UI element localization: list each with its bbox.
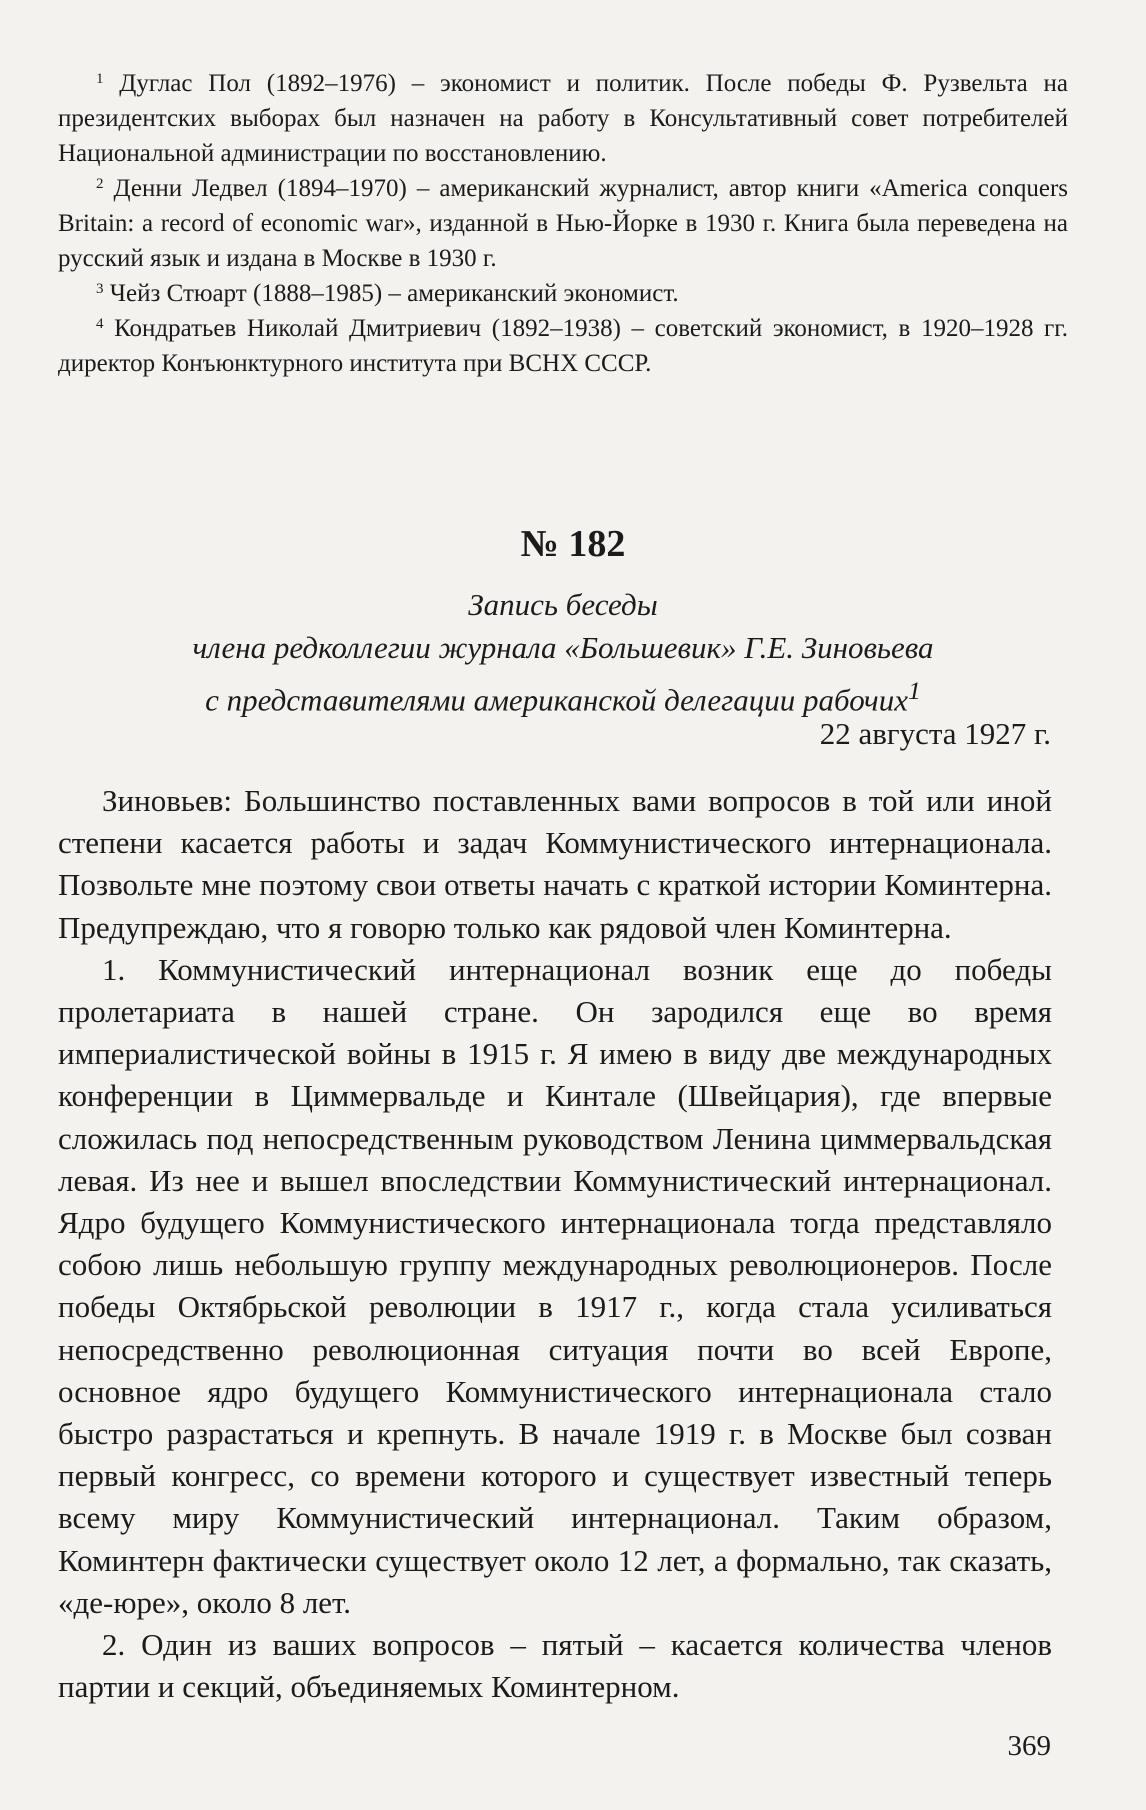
footnote-text: Кондратьев Николай Дмитриевич (1892–1938) – советский экономист, в 1920–1928 гг. директор Конъюнктурного института при ВСНХ СССР. bbox=[58, 315, 1068, 377]
footnote-mark: 3 bbox=[96, 280, 104, 297]
footnote-mark: 2 bbox=[96, 175, 104, 192]
footnote-text: Дуглас Пол (1892–1976) – экономист и политик. После победы Ф. Рузвельта на президентских выборах был назначен на работу в Консультативный совет потребителей Национальной администрации по восстановлению. bbox=[58, 70, 1068, 167]
document-number: № 182 bbox=[520, 523, 626, 565]
body-text bbox=[58, 780, 1052, 1708]
footnote-mark: 4 bbox=[96, 315, 104, 332]
footnote bbox=[58, 311, 1068, 381]
title-line: члена редколлегии журнала «Большевик» Г.Е. Зиновьева bbox=[192, 630, 934, 665]
footnote-text: Денни Ледвел (1894–1970) – американский журналист, автор книги «America conquers Britain: a record of economic war», изданной в Нью-Йорке в 1930 г. Книга была переведена на русский язык и издана в Москве в 1930 г. bbox=[58, 175, 1069, 272]
footnote bbox=[58, 276, 1068, 311]
title-line: Запись беседы bbox=[468, 587, 658, 622]
title-line-text: с представителями американской делегации рабочих bbox=[205, 682, 908, 718]
footnotes-block bbox=[58, 66, 1068, 381]
page-number: 369 bbox=[1007, 1730, 1051, 1762]
footnote-text: Чейз Стюарт (1888–1985) – американский экономист. bbox=[109, 280, 679, 307]
paragraph: Зиновьев: Большинство поставленных вами вопросов в той или иной степени касается работы и задач Коммунистического интернационала. Позвольте мне поэтому свои ответы начать с краткой истории Коминтерна. Предупреждаю, что я говорю только как рядовой член Коминтерна. bbox=[58, 783, 1052, 945]
footnote-mark: 1 bbox=[96, 70, 104, 87]
document-date: 22 августа 1927 г. bbox=[819, 716, 1051, 751]
document-title bbox=[58, 583, 1068, 721]
paragraph: 1. Коммунистический интернационал возник еще до победы пролетариата в нашей стране. Он зародился еще во время империалистической войны в 1915 г. Я имею в виду две международных конференции в Циммервальде и Кинтале (Швейцария), где впервые сложилась под непосредственным руководством Ленина циммервальдская левая. Из нее и вышел впоследствии Коммунистический интернационал. Ядро будущего Коммунистического интернационала тогда представляло собою лишь небольшую группу международных революционеров. После победы Октябрьской революции в 1917 г., когда стала усиливаться непосредственно революционная ситуация почти во всей Европе, основное ядро будущего Коммунистического интернационала стало быстро разрастаться и крепнуть. В начале 1919 г. в Москве был созван первый конгресс, со времени которого и существует известный теперь всему миру Коммунистический интернационал. Таким образом, Коминтерн фактически существует около 12 лет, а формально, так сказать, «де-юре», около 8 лет. bbox=[58, 951, 1052, 1620]
paragraph: 2. Один из ваших вопросов – пятый – касается количества членов партии и секций, объединяемых Коминтерном. bbox=[58, 1627, 1052, 1705]
footnote bbox=[58, 171, 1068, 276]
title-footnote-mark: 1 bbox=[907, 676, 921, 705]
footnote bbox=[58, 66, 1068, 171]
